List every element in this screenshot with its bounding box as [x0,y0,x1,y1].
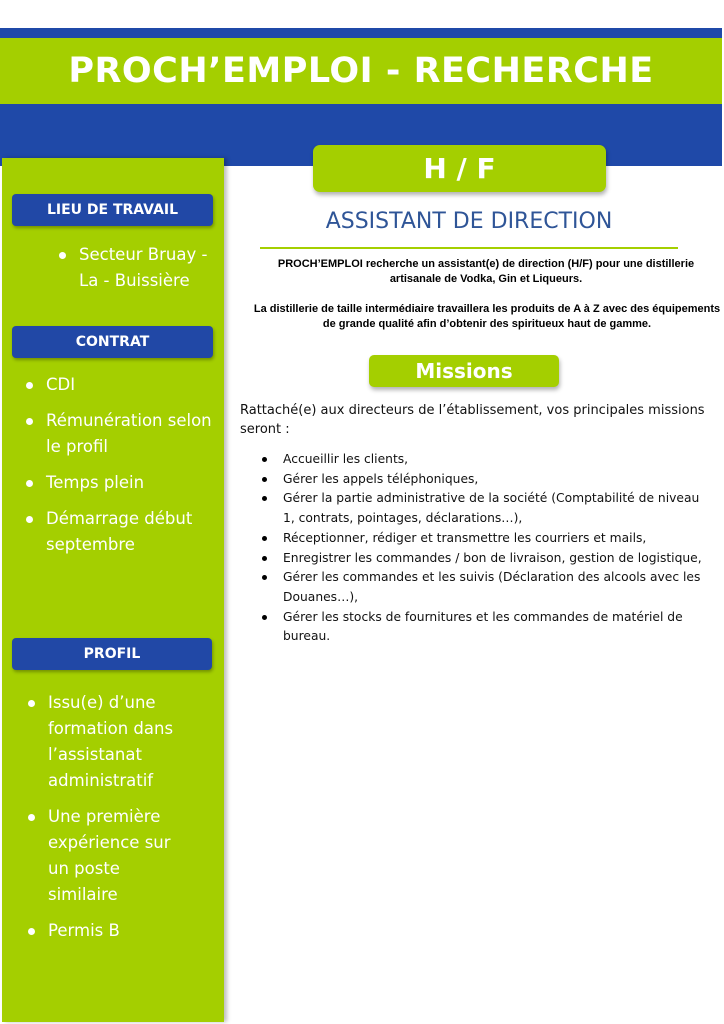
job-title: ASSISTANT DE DIRECTION [325,209,613,234]
list-item: Enregistrer les commandes / bon de livraison, gestion de logistique, [262,549,712,569]
missions-lead: Rattaché(e) aux directeurs de l’établissement, vos principales missions seront : [240,403,705,437]
title-divider [260,247,678,249]
list-item: Gérer la partie administrative de la société (Comptabilité de niveau 1, contrats, pointages, déclarations…), [262,489,712,528]
contrat-list [24,372,220,568]
profil-list [26,690,186,954]
list-item: Rémunération selon le profil [24,408,220,460]
list-item: CDI [24,372,220,398]
intro-paragraph-1: PROCH’EMPLOI recherche un assistant(e) de direction (H/F) pour une distillerie artisanale de Vodka, Gin et Liqueurs. [277,258,695,285]
list-item: Réceptionner, rédiger et transmettre les courriers et mails, [262,529,712,549]
list-item: Une première expérience sur un poste similaire [26,804,186,908]
page-title: PROCH’EMPLOI - RECHERCHE [68,51,654,91]
list-item: Gérer les stocks de fournitures et les commandes de matériel de bureau. [262,608,712,647]
profil-heading: PROFIL [12,638,212,670]
list-item: Issu(e) d’une formation dans l’assistanat administratif [26,690,186,794]
list-item: Temps plein [24,470,220,496]
list-item: Démarrage début septembre [24,506,220,558]
list-item: Permis B [26,918,186,944]
missions-heading: Missions [369,355,559,387]
lieu-list [57,242,217,304]
list-item: Secteur Bruay - La - Buissière [57,242,217,294]
contrat-heading: CONTRAT [12,326,213,358]
missions-list [262,450,712,647]
header-banner [0,38,722,104]
list-item: Gérer les appels téléphoniques, [262,470,712,490]
lieu-heading: LIEU DE TRAVAIL [12,194,213,226]
list-item: Accueillir les clients, [262,450,712,470]
list-item: Gérer les commandes et les suivis (Déclaration des alcools avec les Douanes…), [262,568,712,607]
gender-badge: H / F [313,145,606,192]
intro-paragraph-2: La distillerie de taille intermédiaire travaillera les produits de A à Z avec des équipements de grande qualité afin d’obtenir des spiritueux haut de gamme. [253,303,721,330]
